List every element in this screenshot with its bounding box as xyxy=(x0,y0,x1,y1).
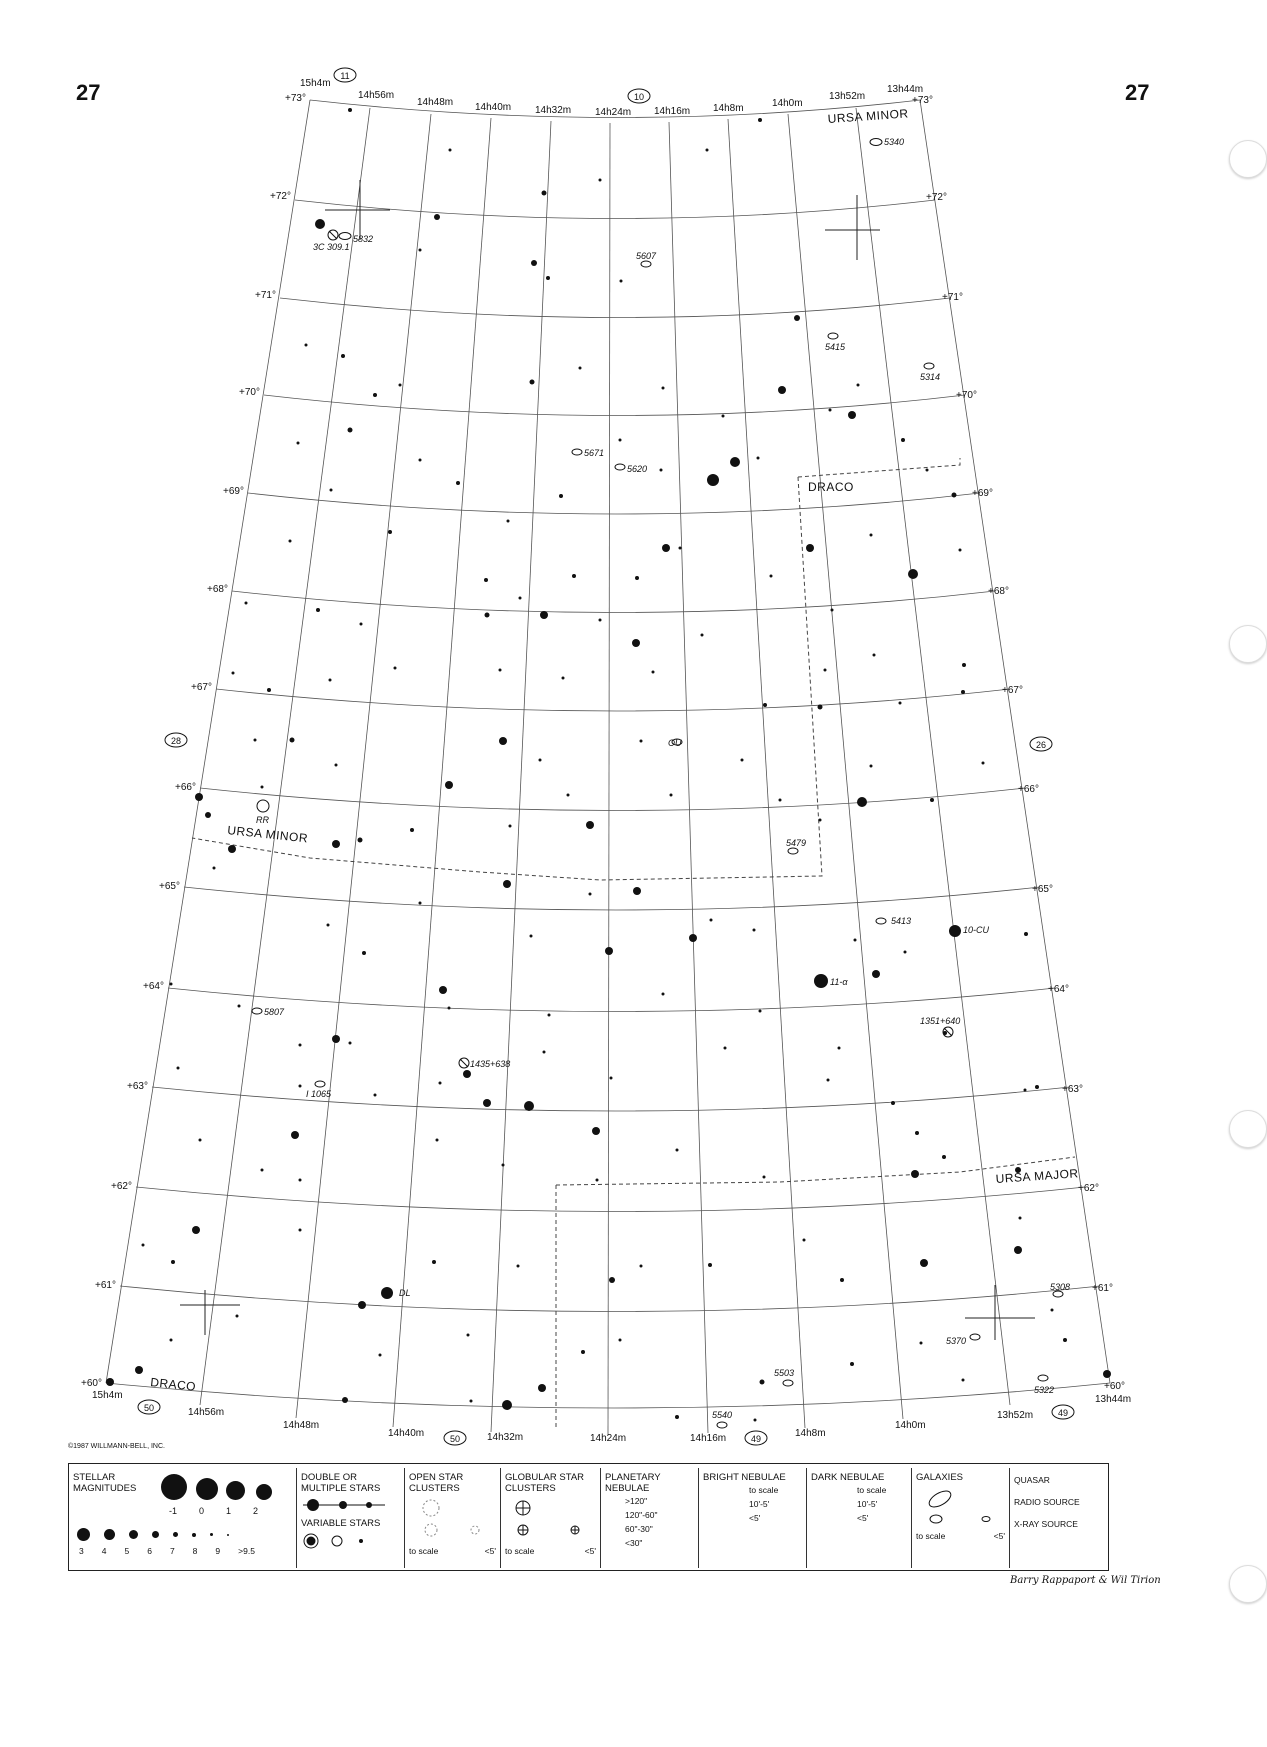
dec-label: +71° xyxy=(942,292,963,303)
legend-double-stars xyxy=(297,1468,405,1568)
dec-label: +73° xyxy=(285,93,306,104)
object-label: 5671 xyxy=(584,448,605,458)
deep-sky-objects xyxy=(252,139,1063,1429)
dec-label: +65° xyxy=(1032,884,1053,895)
legend-text: to scale xyxy=(409,1546,439,1556)
star xyxy=(605,947,613,955)
dec-label: +60° xyxy=(1104,1381,1125,1392)
legend-text: >120" xyxy=(625,1496,648,1506)
legend-globular-clusters xyxy=(501,1468,601,1568)
star xyxy=(540,611,548,619)
mag-label: >9.5 xyxy=(238,1546,255,1556)
galaxy-symbol xyxy=(1038,1375,1048,1381)
constellation-draco: DRACO xyxy=(149,1375,197,1394)
dec-labels-left xyxy=(81,93,306,1389)
dec-label: +69° xyxy=(972,488,993,499)
star xyxy=(632,639,640,647)
ra-label: 14h16m xyxy=(654,106,691,117)
constellation-ursa-minor: URSA MINOR xyxy=(827,106,910,126)
legend xyxy=(68,1463,1109,1571)
ra-label: 14h40m xyxy=(475,102,512,113)
object-label: 5832 xyxy=(353,234,374,244)
legend-title: GALAXIES xyxy=(916,1472,963,1483)
legend-text: to scale xyxy=(857,1485,887,1495)
star xyxy=(586,821,594,829)
star xyxy=(205,812,211,818)
ra-label: 14h56m xyxy=(358,90,395,101)
legend-radio: RADIO SOURCE xyxy=(1014,1497,1080,1507)
object-label: OU xyxy=(668,738,682,748)
dec-label: +64° xyxy=(143,981,164,992)
dec-label: +70° xyxy=(956,390,977,401)
ra-label: 13h44m xyxy=(1095,1394,1132,1405)
dec-label: +63° xyxy=(127,1081,148,1092)
ra-label: 14h24m xyxy=(595,107,632,118)
star xyxy=(332,1035,340,1043)
galaxy-symbol xyxy=(315,1081,325,1087)
mag-label: 2 xyxy=(253,1506,259,1516)
legend-title: PLANETARY NEBULAE xyxy=(605,1472,661,1494)
ra-labels-bottom xyxy=(92,1390,1131,1444)
star xyxy=(538,1384,546,1392)
galaxy-symbol xyxy=(339,233,351,240)
adjacent-chart-49: 49 xyxy=(1057,1408,1069,1418)
legend-stellar-magnitudes xyxy=(69,1468,297,1568)
legend-dark-nebulae xyxy=(807,1468,912,1568)
galaxy-symbol xyxy=(870,139,882,146)
dec-label: +68° xyxy=(207,584,228,595)
star xyxy=(848,411,856,419)
star xyxy=(908,569,918,579)
object-label: 11-α xyxy=(830,977,848,987)
adjacent-chart-10: 10 xyxy=(633,92,645,102)
star xyxy=(592,1127,600,1135)
star xyxy=(911,1170,919,1178)
object-label: 5807 xyxy=(264,1007,285,1017)
ra-label: 14h16m xyxy=(690,1433,727,1444)
ra-label: 13h52m xyxy=(829,91,866,102)
star xyxy=(857,797,867,807)
legend-bright-nebulae xyxy=(699,1468,807,1568)
star xyxy=(502,1400,512,1410)
galaxy-symbol xyxy=(828,333,838,339)
constellation-boundaries xyxy=(192,458,1075,1428)
star xyxy=(633,887,641,895)
mag-label: 6 xyxy=(147,1546,152,1556)
legend-text: to scale xyxy=(749,1485,779,1495)
dec-label: +62° xyxy=(1078,1183,1099,1194)
object-label: 10-CU xyxy=(963,925,990,935)
galaxy-symbol xyxy=(572,449,582,455)
object-label: 5314 xyxy=(920,372,941,382)
ra-label: 13h52m xyxy=(997,1410,1034,1421)
star xyxy=(662,544,670,552)
star xyxy=(381,1287,393,1299)
star xyxy=(463,1070,471,1078)
galaxy-symbol xyxy=(876,918,886,924)
galaxy-symbol xyxy=(252,1008,262,1014)
dec-label: +66° xyxy=(1018,784,1039,795)
star xyxy=(499,737,507,745)
galaxy-symbol xyxy=(641,261,651,267)
legend-text: <5' xyxy=(993,1531,1005,1541)
legend-planetary-nebulae xyxy=(601,1468,699,1568)
legend-text: <5' xyxy=(584,1546,596,1556)
adjacent-chart-50: 50 xyxy=(143,1403,155,1413)
constellation-draco: DRACO xyxy=(808,480,854,494)
legend-quasar: QUASAR xyxy=(1014,1475,1050,1485)
star xyxy=(228,845,236,853)
object-label: 5479 xyxy=(786,838,807,848)
dec-label: +72° xyxy=(926,192,947,203)
page-number-right: 27 xyxy=(1125,80,1150,105)
ra-label: 14h8m xyxy=(713,103,744,114)
legend-open-clusters xyxy=(405,1468,501,1568)
ra-label: 14h32m xyxy=(487,1432,524,1443)
galaxy-symbol xyxy=(924,363,934,369)
mag-label: 7 xyxy=(169,1546,175,1556)
object-label: 5620 xyxy=(627,464,648,474)
signature: Barry Rappaport & Wil Tirion xyxy=(1010,1575,1161,1586)
mag-label: 9 xyxy=(215,1546,221,1556)
star xyxy=(730,457,740,467)
ra-label: 14h48m xyxy=(283,1420,320,1431)
reference-crosses xyxy=(180,180,1035,1340)
mag-label: 0 xyxy=(199,1506,205,1516)
object-label: 1435+638 xyxy=(470,1059,511,1069)
dec-label: +61° xyxy=(1092,1283,1113,1294)
dec-label: +66° xyxy=(175,782,196,793)
object-label: 5413 xyxy=(891,916,912,926)
dec-labels-right xyxy=(912,95,1125,1392)
ra-label: 14h32m xyxy=(535,105,572,116)
dec-label: +69° xyxy=(223,486,244,497)
dec-label: +72° xyxy=(270,191,291,202)
object-label: 5607 xyxy=(636,251,657,261)
object-label: 5415 xyxy=(825,342,846,352)
legend-text: <5' xyxy=(749,1513,761,1523)
star xyxy=(524,1101,534,1111)
object-labels xyxy=(256,137,1070,1420)
star xyxy=(689,934,697,942)
star xyxy=(315,219,325,229)
mag-label: 4 xyxy=(101,1546,107,1556)
object-label: 5308 xyxy=(1050,1282,1071,1292)
mag-label: 3 xyxy=(79,1546,84,1556)
star xyxy=(920,1259,928,1267)
star xyxy=(135,1366,143,1374)
star xyxy=(192,1226,200,1234)
legend-title: DOUBLE OR MULTIPLE STARS xyxy=(301,1472,381,1494)
ra-label: 15h4m xyxy=(92,1390,123,1401)
star xyxy=(503,880,511,888)
legend-variable: VARIABLE STARS xyxy=(301,1518,381,1529)
dec-label: +73° xyxy=(912,95,933,106)
object-label: 5322 xyxy=(1034,1385,1055,1395)
legend-xray: X-RAY SOURCE xyxy=(1014,1519,1078,1529)
mag-label: 8 xyxy=(192,1546,198,1556)
object-label: I 1065 xyxy=(306,1089,332,1099)
dec-label: +63° xyxy=(1062,1084,1083,1095)
star xyxy=(332,840,340,848)
object-label: 3C 309.1 xyxy=(313,242,350,252)
object-label: RR xyxy=(256,815,269,825)
star xyxy=(291,1131,299,1139)
star xyxy=(707,474,719,486)
legend-text: to scale xyxy=(505,1546,535,1556)
dec-label: +62° xyxy=(111,1181,132,1192)
star xyxy=(358,1301,366,1309)
object-label: DL xyxy=(399,1288,411,1298)
mag-label: -1 xyxy=(169,1506,178,1516)
galaxy-symbol xyxy=(717,1422,727,1428)
star xyxy=(806,544,814,552)
dec-label: +64° xyxy=(1048,984,1069,995)
star xyxy=(949,925,961,937)
ra-label: 14h40m xyxy=(388,1428,425,1439)
galaxy-symbol xyxy=(788,848,798,854)
legend-text: 60"-30" xyxy=(625,1524,653,1534)
star xyxy=(106,1378,114,1386)
constellation-ursa-major: URSA MAJOR xyxy=(995,1166,1080,1186)
mag-label: 5 xyxy=(124,1546,130,1556)
ra-label: 14h0m xyxy=(895,1420,926,1431)
adjacent-chart-50: 50 xyxy=(449,1434,461,1444)
legend-text: 120"-60" xyxy=(625,1510,658,1520)
ra-label: 14h56m xyxy=(188,1407,225,1418)
ra-label: 14h0m xyxy=(772,98,803,109)
legend-text: <5' xyxy=(484,1546,496,1556)
object-label: 5540 xyxy=(712,1410,733,1420)
galaxy-symbol xyxy=(783,1380,793,1386)
star xyxy=(483,1099,491,1107)
star xyxy=(778,386,786,394)
dec-label: +60° xyxy=(81,1378,102,1389)
galaxy-symbol xyxy=(970,1334,980,1340)
legend-title: DARK NEBULAE xyxy=(811,1472,885,1483)
legend-title: STELLAR MAGNITUDES xyxy=(73,1472,137,1494)
star xyxy=(814,974,828,988)
legend-text: to scale xyxy=(916,1531,946,1541)
legend-title: OPEN STAR CLUSTERS xyxy=(409,1472,464,1494)
adjacent-chart-28: 28 xyxy=(170,736,182,746)
legend-galaxies xyxy=(912,1468,1010,1568)
ra-label: 13h44m xyxy=(887,84,924,95)
dec-label: +67° xyxy=(1002,685,1023,696)
legend-text: 10'-5' xyxy=(857,1499,878,1509)
star xyxy=(439,986,447,994)
constellation-ursa-minor: URSA MINOR xyxy=(226,823,309,846)
star xyxy=(872,970,880,978)
adjacent-chart-11: 11 xyxy=(340,71,350,81)
legend-other-objects xyxy=(1010,1468,1106,1568)
dec-label: +70° xyxy=(239,387,260,398)
mag-label: 1 xyxy=(226,1506,232,1516)
dec-label: +71° xyxy=(255,290,276,301)
copyright: ©1987 WILLMANN-BELL, INC. xyxy=(68,1443,165,1450)
ra-label: 15h4m xyxy=(300,78,331,89)
dec-label: +61° xyxy=(95,1280,116,1291)
ra-label: 14h24m xyxy=(590,1433,627,1444)
star xyxy=(1014,1246,1022,1254)
ra-label: 14h48m xyxy=(417,97,454,108)
dec-label: +65° xyxy=(159,881,180,892)
star xyxy=(195,793,203,801)
adjacent-chart-49: 49 xyxy=(750,1434,762,1444)
variable-star-symbol xyxy=(257,800,269,812)
legend-title: BRIGHT NEBULAE xyxy=(703,1472,786,1483)
legend-text: <30" xyxy=(625,1538,643,1548)
legend-text: 10'-5' xyxy=(749,1499,770,1509)
adjacent-chart-26: 26 xyxy=(1035,740,1047,750)
legend-title: GLOBULAR STAR CLUSTERS xyxy=(505,1472,585,1494)
object-label: 5340 xyxy=(884,137,905,147)
adjacent-chart-references xyxy=(138,68,1074,1445)
galaxy-symbol xyxy=(615,464,625,470)
star xyxy=(1103,1370,1111,1378)
ra-label: 14h8m xyxy=(795,1428,826,1439)
legend-text: <5' xyxy=(857,1513,869,1523)
dec-label: +67° xyxy=(191,682,212,693)
page-number-left: 27 xyxy=(76,80,101,105)
dec-label: +68° xyxy=(988,586,1009,597)
object-label: 5503 xyxy=(774,1368,795,1378)
object-label: 5370 xyxy=(946,1336,967,1346)
object-label: 1351+640 xyxy=(920,1016,961,1026)
